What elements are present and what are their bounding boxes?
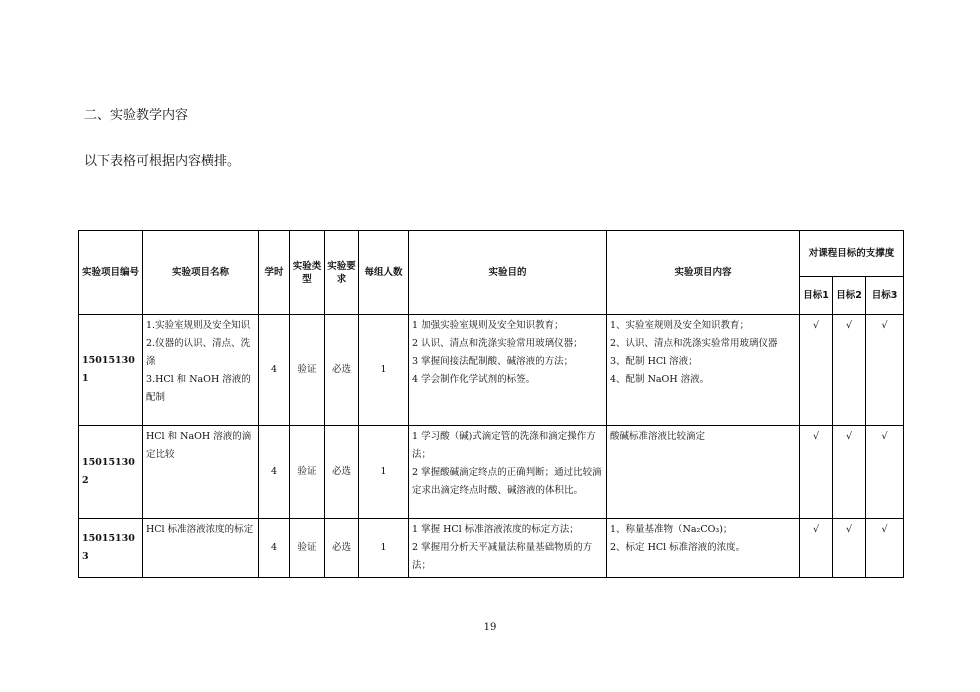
header-goal-2: 目标2 [833,277,866,315]
row-requirement: 必选 [325,519,359,578]
row-type: 验证 [290,315,325,426]
name-line: HCl 和 NaOH 溶液的滴定比较 [146,431,252,460]
content-line: 2、认识、清点和洗涤实验常用玻璃仪器 [610,338,778,349]
row-code: 150151301 [79,315,143,426]
header-requirement: 实验要求 [325,231,359,315]
header-name: 实验项目名称 [143,231,259,315]
table-row [79,519,904,578]
row-type: 验证 [290,426,325,519]
row-type: 验证 [290,519,325,578]
row-name [143,519,259,578]
purpose-line: 1 加强实验室规则及安全知识教育； [412,320,564,331]
content-line: 3、配制 HCl 溶液； [610,356,698,367]
row-group-size: 1 [359,315,409,426]
row-content [607,315,800,426]
row-purpose [409,315,607,426]
purpose-line: 1 掌握 HCl 标准溶液浓度的标定方法； [412,524,579,535]
table-row [79,426,904,519]
header-hours: 学时 [259,231,290,315]
row-group-size: 1 [359,519,409,578]
purpose-line: 2 掌握酸碱滴定终点的正确判断；通过比较滴定求出滴定终点时酸、碱溶液的体积比。 [412,467,602,496]
header-content: 实验项目内容 [607,231,800,315]
header-code: 实验项目编号 [79,231,143,315]
header-group-size: 每组人数 [359,231,409,315]
header-support: 对课程目标的支撑度 [800,231,904,277]
goal-1-check: √ [800,519,833,578]
goal-2-check: √ [833,519,866,578]
row-purpose [409,426,607,519]
purpose-line: 2 认识、清点和洗涤实验常用玻璃仪器； [412,338,583,349]
row-content [607,426,800,519]
row-requirement: 必选 [325,426,359,519]
row-hours: 4 [259,426,290,519]
content-line: 1、称量基准物（Na₂CO₃)； [610,524,733,535]
experiment-table [78,230,904,578]
goal-1-check: √ [800,315,833,426]
content-line: 1、实验室规则及安全知识教育； [610,320,750,331]
row-name [143,426,259,519]
row-requirement: 必选 [325,315,359,426]
header-goal-1: 目标1 [800,277,833,315]
goal-2-check: √ [833,315,866,426]
goal-3-check: √ [866,426,904,519]
content-line: 2、标定 HCl 标准溶液的浓度。 [610,542,746,553]
goal-1-check: √ [800,426,833,519]
name-line: 2.仪器的认识、清点、洗涤 [146,338,251,367]
goal-2-check: √ [833,426,866,519]
purpose-line: 4 学会制作化学试剂的标签。 [412,374,536,385]
row-purpose [409,519,607,578]
purpose-line: 1 学习酸（碱)式滴定管的洗涤和滴定操作方法； [412,431,596,460]
row-name [143,315,259,426]
goal-3-check: √ [866,315,904,426]
row-content [607,519,800,578]
goal-3-check: √ [866,519,904,578]
row-code: 150151302 [79,426,143,519]
row-hours: 4 [259,315,290,426]
layout-note: 以下表格可根据内容横排。 [84,154,241,169]
name-line: 1.实验室规则及安全知识 [146,320,251,331]
table-row [79,315,904,426]
purpose-line: 3 掌握间接法配制酸、碱溶液的方法； [412,356,574,367]
section-title: 二、实验教学内容 [84,108,189,123]
content-line: 酸碱标准溶液比较滴定 [610,431,706,442]
header-type: 实验类型 [290,231,325,315]
content-line: 4、配制 NaOH 溶液。 [610,374,710,385]
header-goal-3: 目标3 [866,277,904,315]
row-group-size: 1 [359,426,409,519]
row-code: 150151303 [79,519,143,578]
page-number: 19 [483,622,497,633]
name-line: 3.HCl 和 NaOH 溶液的配制 [146,374,251,403]
header-purpose: 实验目的 [409,231,607,315]
row-hours: 4 [259,519,290,578]
name-line: HCl 标准溶液浓度的标定 [146,524,254,535]
purpose-line: 2 掌握用分析天平减量法称量基础物质的方法； [412,542,593,571]
